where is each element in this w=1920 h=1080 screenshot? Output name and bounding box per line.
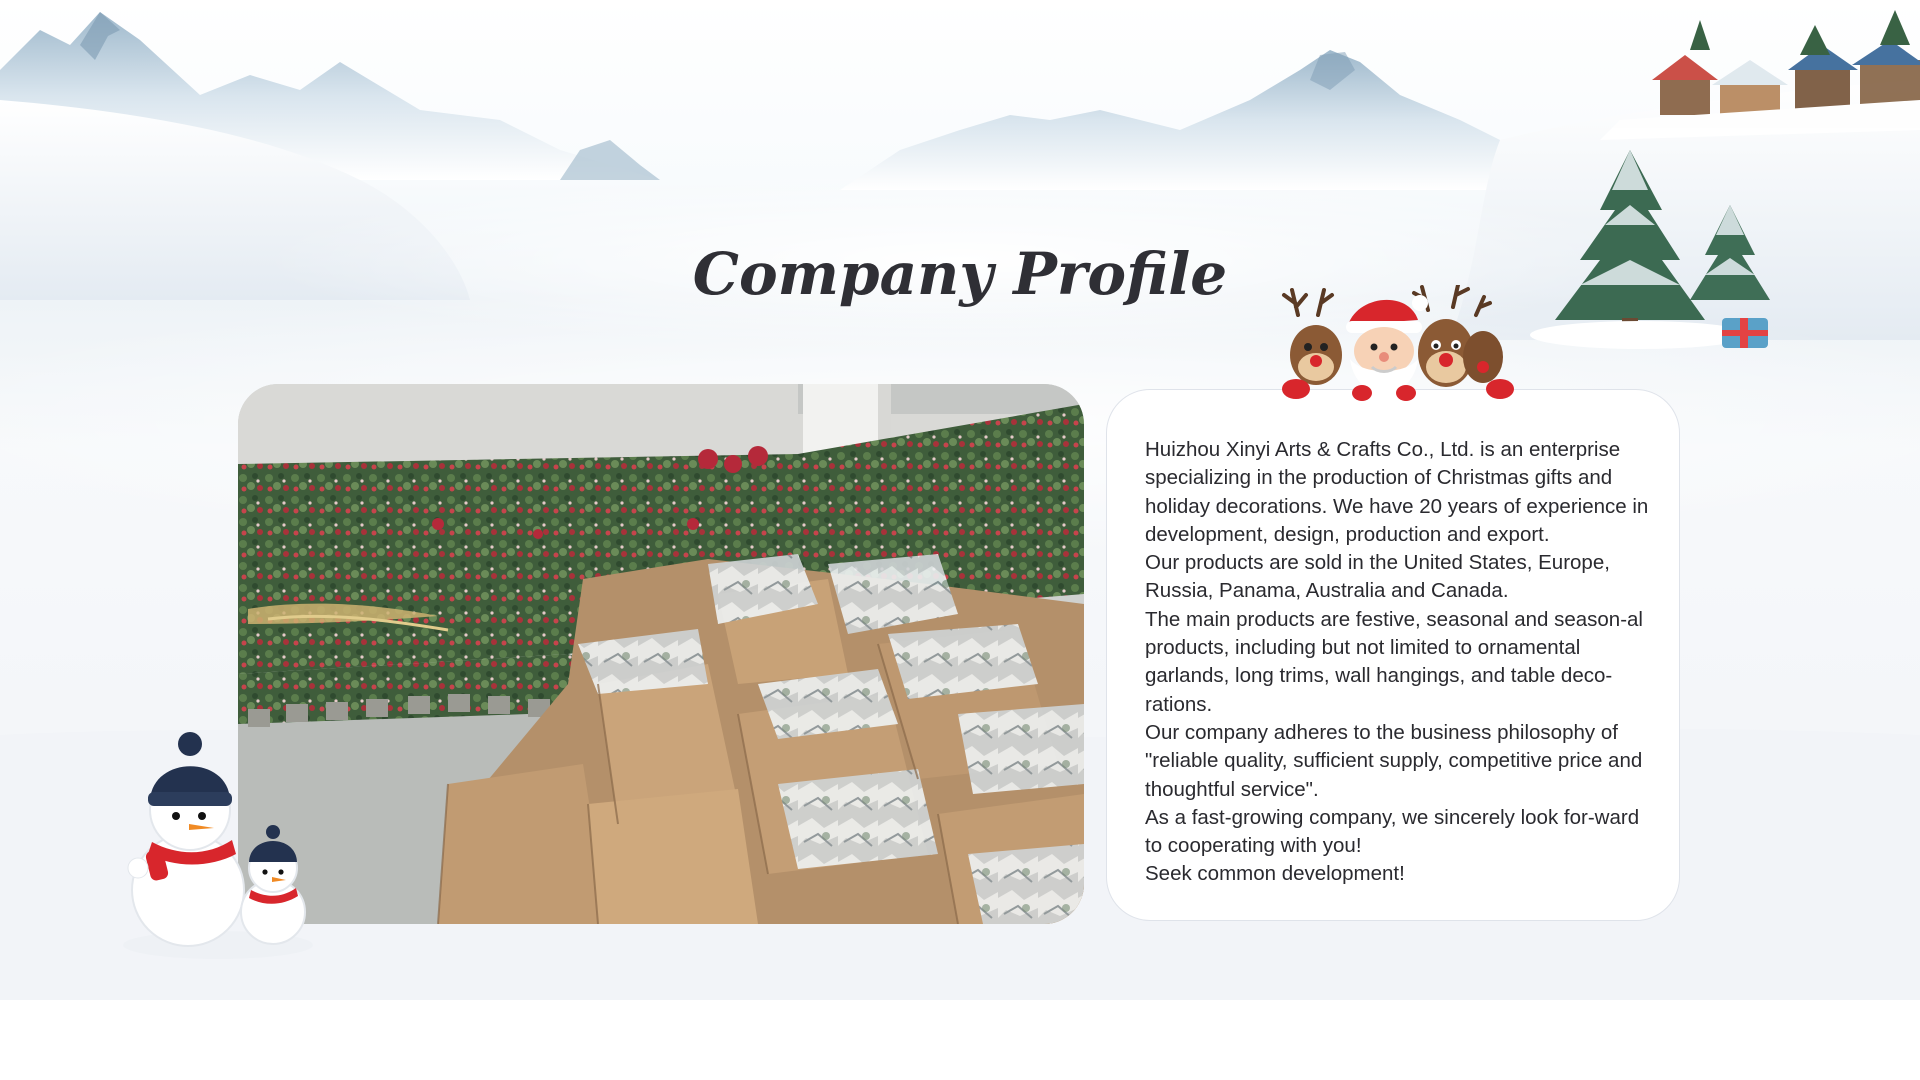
warehouse-photo bbox=[238, 384, 1084, 924]
snowman-family-icon bbox=[118, 730, 318, 960]
profile-paragraph: Our products are sold in the United States, Europe, Russia, Panama, Australia and Canada. bbox=[1145, 551, 1610, 603]
christmas-village bbox=[1600, 10, 1920, 140]
profile-paragraph: Seek common development! bbox=[1145, 862, 1405, 886]
profile-paragraph: As a fast-growing company, we sincerely look for-ward to cooperating with you! bbox=[1145, 805, 1640, 858]
profile-paragraph: Huizhou Xinyi Arts & Crafts Co., Ltd. is an enterprise specializing in the production of Christmas gifts and holiday decorations. We have 20 years of experience in development, design, production and export. bbox=[1145, 438, 1649, 546]
company-profile-card bbox=[1106, 389, 1680, 921]
company-profile-text bbox=[1145, 436, 1657, 889]
santa-reindeer-icon bbox=[1278, 285, 1518, 415]
profile-paragraph: Our company adheres to the business philosophy of "reliable quality, sufficient supply, competitive price and thoughtful service". bbox=[1145, 720, 1643, 801]
page-title: Company Profile bbox=[692, 240, 1228, 308]
center-mountain bbox=[840, 50, 1560, 190]
profile-paragraph: The main products are festive, seasonal and season-al products, including but not limited to ornamental garlands, long trims, wall hangings, and table deco-rations. bbox=[1145, 607, 1643, 716]
